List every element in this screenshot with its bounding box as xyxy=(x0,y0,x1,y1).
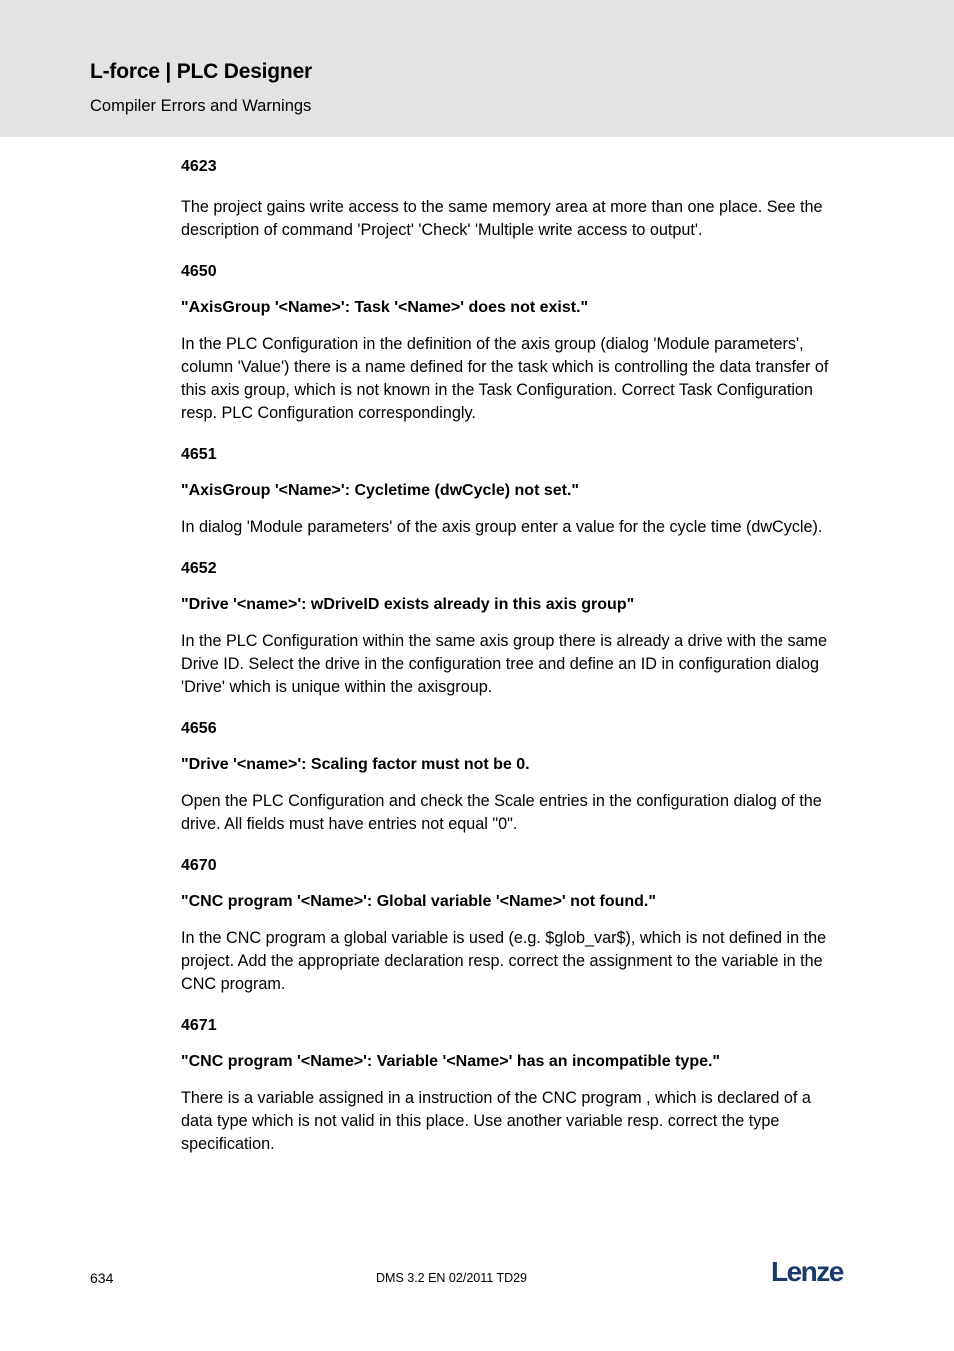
error-message: "Drive '<name>': wDriveID exists already in this axis group" xyxy=(181,596,635,613)
document-id: DMS 3.2 EN 02/2011 TD29 xyxy=(376,1271,528,1285)
logo-text: Lenze xyxy=(771,1256,843,1287)
page-number: 634 xyxy=(90,1270,114,1286)
entry-4623 xyxy=(181,156,833,242)
error-description: In the PLC Configuration within the same axis group there is already a drive with the same Drive ID. Select the drive in the configuration tree and define an ID in configuration dialog 'Drive' which is unique within the axisgroup. xyxy=(181,632,828,696)
entry-4656 xyxy=(181,718,833,836)
entry-4652 xyxy=(181,558,833,699)
error-code: 4651 xyxy=(181,446,217,463)
error-code: 4656 xyxy=(181,720,217,737)
entry-4650 xyxy=(181,261,833,425)
error-message: "AxisGroup '<Name>': Cycletime (dwCycle) not set." xyxy=(181,482,579,499)
error-description: In the PLC Configuration in the definition of the axis group (dialog 'Module parameters', column 'Value') there is a name defined for the task which is controlling the data transfer of this axis group, which is not known in the Task Configuration. Correct Task Configuration resp. PLC Configuration correspondingly. xyxy=(181,335,829,422)
error-code: 4650 xyxy=(181,263,217,280)
error-message: "CNC program '<Name>': Variable '<Name>' has an incompatible type." xyxy=(181,1053,721,1070)
error-code: 4670 xyxy=(181,857,217,874)
error-code: 4623 xyxy=(181,158,217,175)
lenze-logo xyxy=(771,1256,849,1288)
error-message: "Drive '<name>': Scaling factor must not be 0. xyxy=(181,756,530,773)
document-title: L-force | PLC Designer xyxy=(90,60,313,83)
error-description: The project gains write access to the same memory area at more than one place. See the description of command 'Project' 'Check' 'Multiple write access to output'. xyxy=(181,198,823,239)
error-code: 4671 xyxy=(181,1017,217,1034)
page-header xyxy=(0,0,954,137)
entry-4670 xyxy=(181,855,833,996)
error-description: Open the PLC Configuration and check the Scale entries in the configuration dialog of the drive. All fields must have entries not equal "0". xyxy=(181,792,822,833)
chapter-title: Compiler Errors and Warnings xyxy=(90,97,312,115)
main-content xyxy=(181,156,833,1156)
error-message: "CNC program '<Name>': Global variable '<Name>' not found." xyxy=(181,893,656,910)
error-code: 4652 xyxy=(181,560,217,577)
error-description: There is a variable assigned in a instruction of the CNC program , which is declared of a data type which is not valid in this place. Use another variable resp. correct the type specification. xyxy=(181,1089,811,1153)
error-description: In dialog 'Module parameters' of the axis group enter a value for the cycle time (dwCycle). xyxy=(181,518,823,536)
entry-4671 xyxy=(181,1015,833,1156)
error-description: In the CNC program a global variable is used (e.g. $glob_var$), which is not defined in the project. Add the appropriate declaration resp. correct the assignment to the variable in the CNC program. xyxy=(181,929,827,993)
entry-4651 xyxy=(181,444,833,539)
error-message: "AxisGroup '<Name>': Task '<Name>' does not exist." xyxy=(181,299,589,316)
